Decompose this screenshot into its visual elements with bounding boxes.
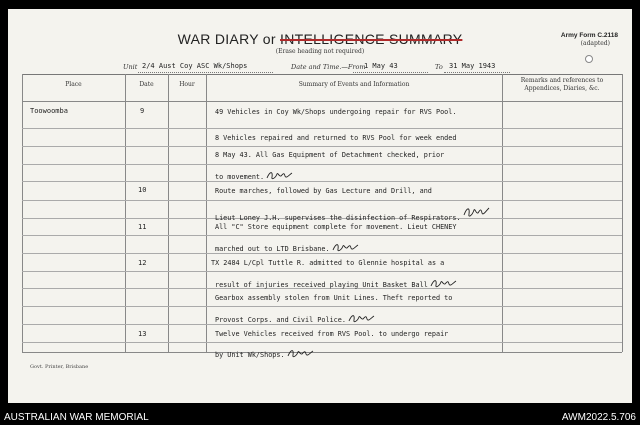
column-header-date: Date bbox=[139, 81, 154, 88]
initials-signature bbox=[348, 312, 376, 324]
date-cell: 10 bbox=[138, 186, 147, 194]
date-from: 1 May 43 bbox=[364, 62, 398, 70]
header-rule bbox=[22, 101, 622, 102]
initials-signature bbox=[287, 347, 315, 359]
diary-sheet bbox=[8, 9, 632, 403]
date-cell: 11 bbox=[138, 223, 147, 231]
entry-line: to movement. bbox=[215, 169, 294, 181]
caption-left: AUSTRALIAN WAR MEMORIAL bbox=[4, 412, 149, 423]
place-cell: Toowoomba bbox=[30, 107, 68, 115]
date-cell: 9 bbox=[140, 107, 145, 115]
entry-line: TX 2484 L/Cpl Tuttle R. admitted to Glennie hospital as a bbox=[211, 259, 445, 267]
entry-line: 8 May 43. All Gas Equipment of Detachment checked, prior bbox=[215, 151, 445, 159]
erase-note: (Erase heading not required) bbox=[275, 48, 365, 55]
entry-line: by Unit Wk/Shops. bbox=[215, 347, 315, 359]
initials-signature bbox=[430, 277, 458, 289]
entry-line: Route marches, followed by Gas Lecture and Drill, and bbox=[215, 187, 432, 195]
entry-line: Lieut Loney J.H. supervises the disinfection of Respirators. bbox=[215, 205, 491, 222]
date-label: Date and Time.—From bbox=[291, 63, 366, 71]
caption-right: AWM2022.5.706 bbox=[561, 412, 636, 423]
column-header-hour: Hour bbox=[179, 81, 195, 88]
initials-signature bbox=[332, 241, 360, 253]
entry-line: Provost Corps. and Civil Police. bbox=[215, 312, 376, 324]
table-bottom-rule bbox=[22, 352, 622, 353]
printer-imprint: Govt. Printer, Brisbane bbox=[30, 364, 89, 370]
form-subtitle: (adapted) bbox=[580, 40, 610, 47]
column-header-place: Place bbox=[65, 81, 82, 88]
unit-value: 2/4 Aust Coy ASC Wk/Shops bbox=[142, 62, 248, 70]
unit-label: Unit bbox=[123, 63, 138, 71]
entry-line: 8 Vehicles repaired and returned to RVS Pool for week ended bbox=[215, 134, 457, 142]
column-header-summary: Summary of Events and Information bbox=[298, 81, 410, 88]
date-cell: 13 bbox=[138, 330, 147, 338]
date-cell: 12 bbox=[138, 259, 147, 267]
initials-signature bbox=[266, 169, 294, 181]
entry-line: Twelve Vehicles received from RVS Pool. to undergo repair bbox=[215, 330, 449, 338]
document-title: WAR DIARY or INTELLIGENCE SUMMARY bbox=[177, 31, 463, 47]
to-label: To bbox=[435, 63, 443, 71]
form-number: Army Form C.2118 bbox=[560, 32, 618, 39]
punch-hole bbox=[585, 55, 593, 63]
struck-heading: INTELLIGENCE SUMMARY bbox=[280, 31, 463, 47]
initials-signature bbox=[463, 205, 491, 219]
entry-line: Gearbox assembly stolen from Unit Lines. Theft reported to bbox=[215, 294, 453, 302]
entry-line: All "C" Store equipment complete for movement. Lieut CHENEY bbox=[215, 223, 457, 231]
entry-line: result of injuries received playing Unit Basket Ball bbox=[215, 277, 458, 289]
table-top-rule bbox=[22, 74, 622, 75]
entry-line: marched out to LTD Brisbane. bbox=[215, 241, 360, 253]
date-to: 31 May 1943 bbox=[449, 62, 496, 70]
entry-line: 49 Vehicles in Coy Wk/Shops undergoing repair for RVS Pool. bbox=[215, 108, 457, 116]
column-header-remarks: Remarks and references to Appendices, Diaries, &c. bbox=[520, 77, 604, 92]
